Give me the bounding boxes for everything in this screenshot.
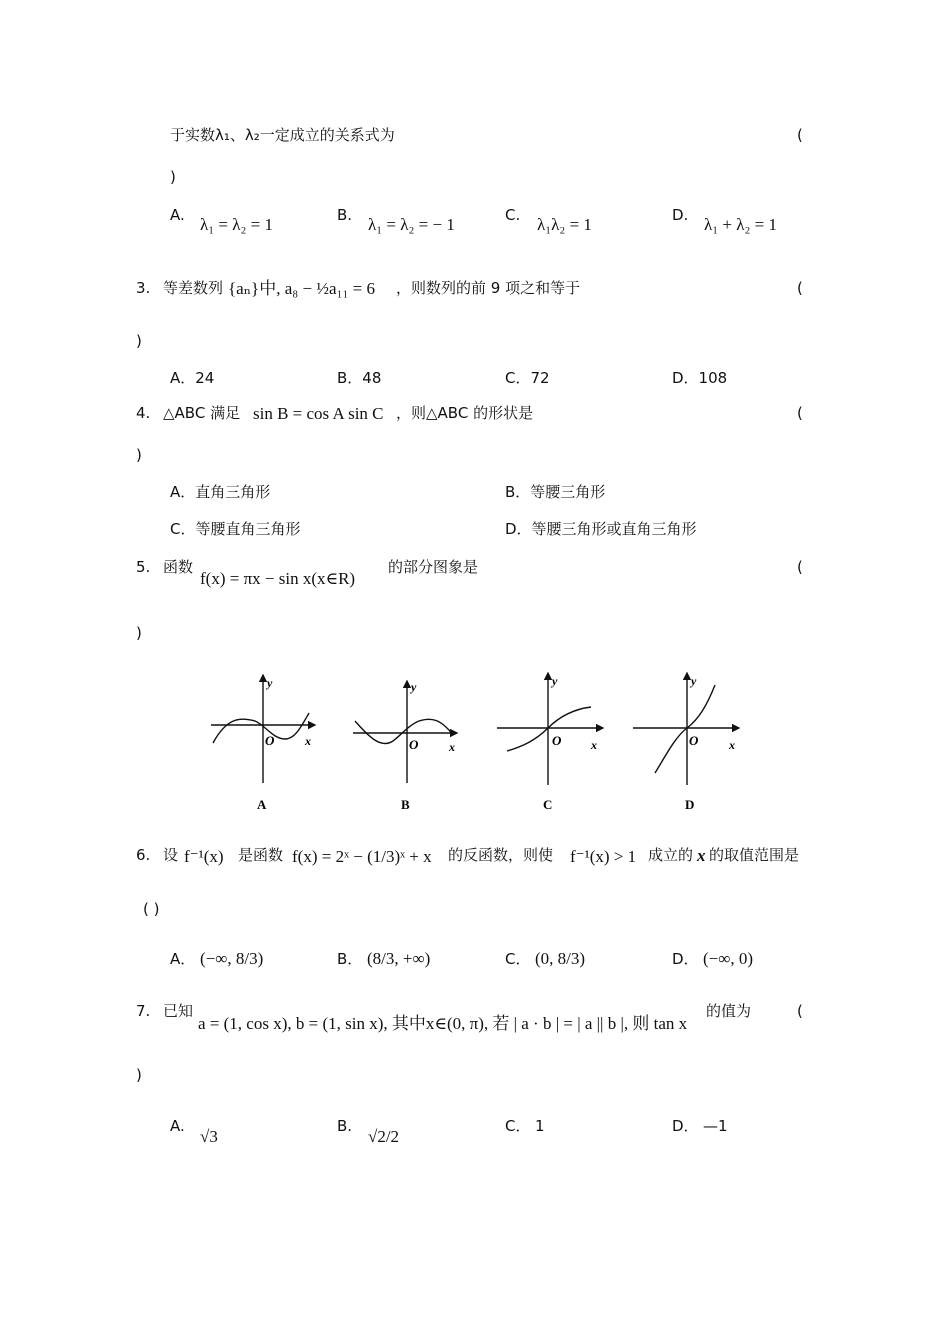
q6-option-d-math: (−∞, 0): [703, 949, 754, 968]
q4-number: 4.: [136, 404, 151, 422]
q3-math: {aₙ}中, a₈ − ½a₁₁ = 6: [228, 279, 376, 298]
q5-number: 5.: [136, 558, 151, 576]
q5-math: f(x) = πx − sin x(x∈R): [200, 569, 356, 588]
q7-option-a-label: A.: [170, 1117, 185, 1135]
q2-option-a-label: A.: [170, 206, 185, 224]
graph-d-caption: D: [685, 797, 695, 812]
q7-option-c-math: 1: [535, 1117, 545, 1135]
graph-b-x-label: x: [449, 740, 455, 754]
graph-a-origin-label: O: [265, 733, 275, 748]
q3-option-a: A．24: [170, 369, 215, 387]
graph-a-x-label: x: [305, 734, 311, 748]
q3-pre: 等差数列: [163, 279, 224, 297]
q7-open-paren: (: [797, 1002, 803, 1020]
q5-open-paren: (: [797, 558, 803, 576]
q7-option-c-label: C．: [505, 1117, 531, 1135]
q3-option-c: C．72: [505, 369, 550, 387]
q6-option-a-label: A．: [170, 950, 196, 968]
q3-number: 3.: [136, 279, 151, 297]
q4-option-a: A．直角三角形: [170, 483, 271, 501]
q4-pre: △ABC 满足: [163, 404, 241, 422]
q2-option-d-math: λ₁ + λ₂ = 1: [704, 215, 778, 234]
q6-option-b-label: B．: [337, 950, 363, 968]
graph-c-caption: C: [543, 797, 553, 812]
q2-option-a-math: λ₁ = λ₂ = 1: [200, 215, 274, 234]
q2-option-c-math: λ₁λ₂ = 1: [537, 215, 592, 234]
q2-option-d-label: D.: [672, 206, 689, 224]
graph-b-origin-label: O: [409, 737, 419, 752]
q4-option-b: B．等腰三角形: [505, 483, 606, 501]
q6-number: 6.: [136, 846, 151, 864]
q3-close-paren: ): [136, 332, 142, 350]
q3-post: ，则数列的前 9 项之和等于: [396, 279, 581, 297]
q5-graph-d: [633, 673, 739, 812]
q4-open-paren: (: [797, 404, 803, 422]
q5-graph-b: [353, 680, 457, 812]
q6-post3: 的取值范围是: [709, 846, 800, 864]
q7-option-b-label: B.: [337, 1117, 353, 1135]
q6-option-a-math: (−∞, 8/3): [200, 949, 264, 968]
q2-open-paren: (: [797, 126, 803, 144]
q2-stem: 于实数λ₁、λ₂一定成立的关系式为: [170, 126, 395, 144]
q2-close-paren: ): [170, 168, 176, 186]
q7-number: 7.: [136, 1002, 151, 1020]
q6-pre: 设: [163, 846, 179, 864]
graph-d-origin-label: O: [689, 733, 699, 748]
q6-post1: 的反函数，则使: [448, 846, 554, 864]
q3-open-paren: (: [797, 279, 803, 297]
graph-d-y-label: y: [691, 674, 697, 688]
q7-pre: 已知: [163, 1002, 194, 1020]
graph-c-origin-label: O: [552, 733, 562, 748]
q6-option-d-label: D．: [672, 950, 699, 968]
graph-b-caption: B: [401, 797, 410, 812]
graph-c-y-label: y: [552, 674, 558, 688]
q7-option-a-math: √3: [200, 1127, 218, 1146]
q2-option-c-label: C.: [505, 206, 521, 224]
graph-a-caption: A: [257, 797, 267, 812]
q7-math: a = (1, cos x), b = (1, sin x), 其中x∈(0, π), 若 | a · b | = | a || b |, 则 tan x: [198, 1014, 688, 1033]
q4-option-c: C．等腰直角三角形: [170, 520, 301, 538]
q2-option-b-math: λ₁ = λ₂ = − 1: [368, 215, 455, 234]
graph-b-curve: [355, 719, 453, 743]
q6-option-c-label: C．: [505, 950, 531, 968]
q4-post: ，则△ABC 的形状是: [396, 404, 534, 422]
q5-graphs-figure: [205, 665, 755, 815]
q6-math2: f(x) = 2ˣ − (1/3)ˣ + x: [292, 847, 432, 866]
q5-graph-c: [497, 673, 603, 812]
q5-post: 的部分图象是: [388, 558, 479, 576]
graph-b-y-label: y: [411, 680, 417, 694]
q7-option-d-label: D．: [672, 1117, 699, 1135]
q6-post2: 成立的: [648, 846, 694, 864]
q7-post: 的值为: [706, 1002, 752, 1020]
q6-math3: f⁻¹(x) > 1: [570, 847, 637, 866]
q4-close-paren: ): [136, 446, 142, 464]
graph-a-curve: [213, 713, 309, 743]
q3-option-b: B．48: [337, 369, 382, 387]
q3-option-d: D．108: [672, 369, 728, 387]
q6-var: x: [697, 846, 706, 865]
q7-option-d-math: —1: [703, 1117, 728, 1135]
q5-close-paren: ): [136, 624, 142, 642]
q4-math: sin B = cos A sin C: [253, 404, 384, 423]
graph-a-y-label: y: [267, 676, 273, 690]
q5-pre: 函数: [163, 558, 194, 576]
graph-d-curve: [655, 685, 715, 773]
q6-math1: f⁻¹(x): [184, 847, 224, 866]
q7-close-paren: ): [136, 1066, 142, 1084]
graph-c-x-label: x: [591, 738, 597, 752]
graph-d-x-label: x: [729, 738, 735, 752]
q4-option-d: D．等腰三角形或直角三角形: [505, 520, 697, 538]
q6-answer-paren: ( ): [143, 900, 160, 918]
graph-c-curve: [507, 707, 591, 751]
q6-option-b-math: (8/3, +∞): [367, 949, 431, 968]
q6-mid: 是函数: [238, 846, 284, 864]
q5-graph-a: [211, 675, 315, 812]
q2-option-b-label: B.: [337, 206, 353, 224]
q6-option-c-math: (0, 8/3): [535, 949, 586, 968]
q7-option-b-math: √2/2: [368, 1127, 400, 1146]
